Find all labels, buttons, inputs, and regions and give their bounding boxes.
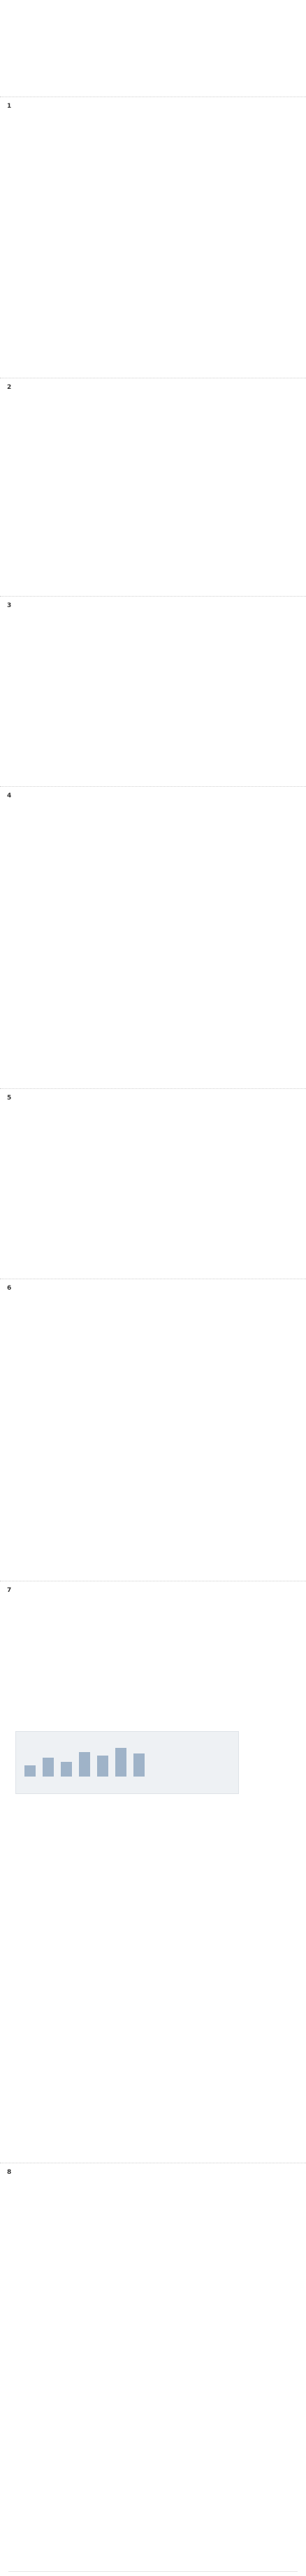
paragraph: [15, 1868, 295, 1899]
image-bar: [97, 1756, 108, 1777]
paragraph: [15, 1935, 295, 1966]
section-number: 1: [7, 103, 12, 110]
section-1: [0, 97, 306, 369]
paragraph: [15, 481, 295, 504]
paragraph: [15, 692, 295, 715]
image-bar: [115, 1748, 126, 1777]
paragraph: [15, 745, 295, 768]
embedded-image: [15, 1731, 239, 1794]
paragraph: [15, 1461, 295, 1484]
paragraph: [15, 1381, 295, 1404]
image-bar: [24, 1765, 36, 1777]
paragraph: [15, 718, 295, 741]
highlight-paragraph: [15, 311, 295, 342]
quote-line: [28, 237, 286, 252]
paragraph: [15, 889, 295, 912]
section-number: 8: [7, 2169, 12, 2176]
image-placeholder: [24, 1740, 230, 1777]
paragraph: [15, 1239, 295, 1262]
section-number: 5: [7, 1095, 12, 1102]
paragraph: [15, 995, 295, 1018]
paragraph: [15, 1801, 295, 1832]
paragraph: [15, 2036, 295, 2067]
paragraph: [15, 969, 295, 992]
section-8: [0, 2163, 306, 2568]
quote-line: [28, 220, 286, 236]
section-number: 2: [7, 384, 12, 391]
section-number: 3: [7, 602, 12, 609]
paragraph: [15, 2179, 295, 2217]
paragraph: [15, 1640, 295, 1671]
paragraph: [15, 942, 295, 965]
paragraph: [15, 1488, 295, 1511]
paragraph: [15, 2540, 295, 2563]
post-meta: [0, 21, 306, 60]
paragraph: [15, 639, 295, 662]
paragraph: [15, 1048, 295, 1072]
highlight-paragraph: [15, 262, 295, 308]
paragraph: [15, 2347, 295, 2385]
paragraph: [15, 1295, 295, 1325]
paragraph: [15, 1408, 295, 1431]
paragraph: [15, 2070, 295, 2100]
image-bar: [79, 1752, 90, 1777]
page-title: [0, 0, 306, 21]
paragraph: [15, 560, 295, 583]
section-2: [0, 378, 306, 588]
paragraph: [15, 2506, 295, 2537]
page-bottom-divider: [8, 2571, 298, 2572]
paragraph: [15, 1902, 295, 1933]
section-number: 7: [7, 1587, 12, 1594]
paragraph: [15, 1104, 295, 1135]
paragraph: [15, 2103, 295, 2142]
paragraph: [15, 862, 295, 885]
paragraph: [15, 2305, 295, 2343]
image-bar: [133, 1753, 145, 1777]
paragraph: [15, 2263, 295, 2301]
paragraph: [15, 2389, 295, 2427]
section-7: [0, 1581, 306, 2154]
paragraph: [15, 1172, 295, 1202]
paragraph: [15, 836, 295, 859]
section-number: 4: [7, 792, 12, 799]
paragraph: [15, 1693, 295, 1709]
intro-text: [15, 67, 295, 91]
paragraph: [15, 665, 295, 688]
paragraph: [15, 1022, 295, 1045]
paragraph: [15, 507, 295, 530]
paragraph: [15, 1328, 295, 1351]
paragraph: [15, 427, 295, 450]
paragraph: [15, 916, 295, 939]
paragraph: [15, 1675, 295, 1691]
paragraph: [15, 1712, 295, 1727]
paragraph: [15, 2002, 295, 2033]
paragraph: [15, 1355, 295, 1378]
paragraph: [15, 1835, 295, 1865]
image-bar: [61, 1762, 72, 1777]
paragraph: [15, 394, 295, 425]
paragraph: [15, 1969, 295, 2000]
paragraph: [15, 356, 295, 364]
section-6: [0, 1279, 306, 1572]
section-number: 6: [7, 1285, 12, 1292]
section-4: [0, 786, 306, 1080]
section-5: [0, 1088, 306, 1270]
paragraph: [15, 1435, 295, 1458]
paragraph: [15, 2221, 295, 2259]
image-bar: [43, 1758, 54, 1777]
paragraph: [15, 114, 295, 145]
paragraph: [15, 184, 295, 215]
paragraph: [15, 149, 295, 180]
paragraph: [15, 2472, 295, 2503]
paragraph: [15, 346, 295, 354]
paragraph: [15, 454, 295, 477]
paragraph: [15, 1205, 295, 1236]
section-3: [0, 596, 306, 778]
highlight-paragraph: [15, 1597, 295, 1635]
paragraph: [15, 1514, 295, 1560]
paragraph: [15, 534, 295, 557]
paragraph: [15, 802, 295, 833]
paragraph: [15, 1138, 295, 1169]
paragraph: [15, 2431, 295, 2469]
paragraph: [15, 612, 295, 635]
